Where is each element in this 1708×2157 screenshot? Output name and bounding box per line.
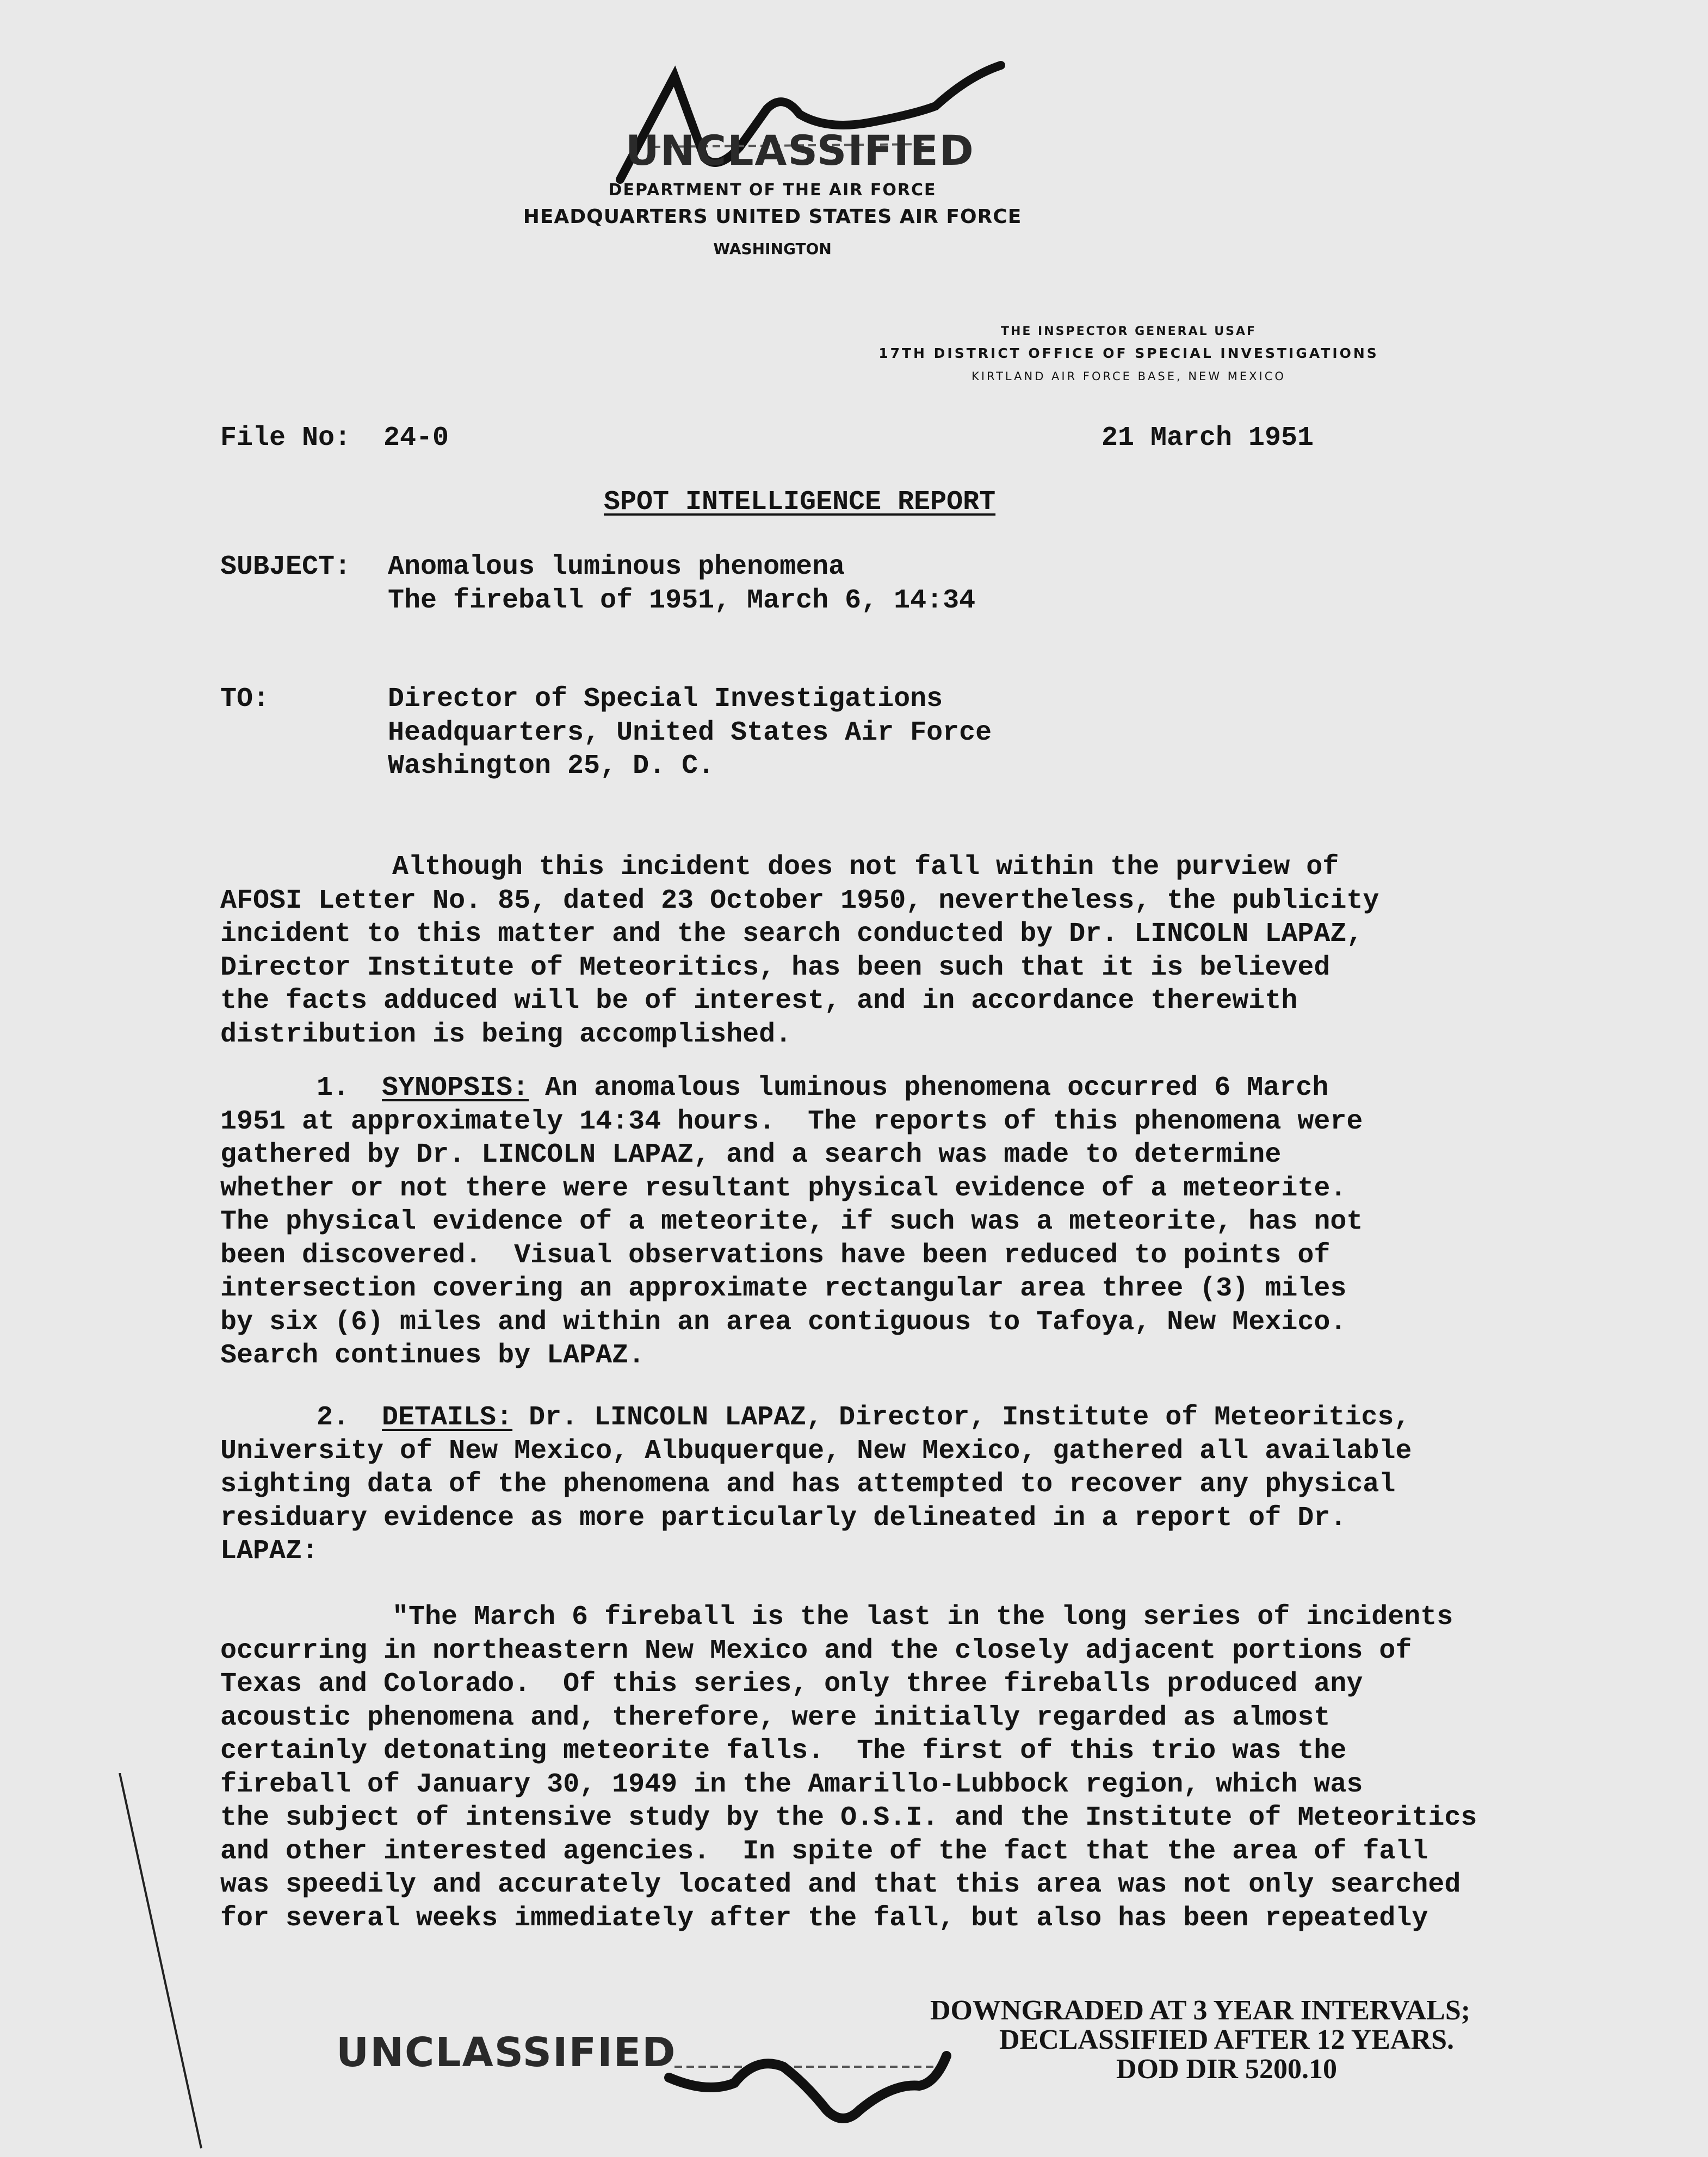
- file-number-label: File No:: [220, 423, 351, 454]
- to-address: [388, 683, 992, 783]
- paragraph-line: incident to this matter and the search conducted by Dr. LINCOLN LAPAZ,: [220, 919, 1363, 950]
- downgrade-line-3: DOD DIR 5200.10: [1116, 2054, 1337, 2085]
- quoted-report: [220, 1601, 1477, 1935]
- synopsis-first-line: An anomalous luminous phenomena occurred 6 March: [529, 1073, 1329, 1104]
- details-paragraph: [220, 1401, 1412, 1569]
- paragraph-line: and other interested agencies. In spite of the fact that the area of fall: [220, 1836, 1428, 1867]
- paragraph-line: residuary evidence as more particularly delineated in a report of Dr.: [220, 1502, 1347, 1534]
- paragraph-line: been discovered. Visual observations have been reduced to points of: [220, 1239, 1330, 1271]
- paragraph-line: occurring in northeastern New Mexico and the closely adjacent portions of: [220, 1635, 1412, 1666]
- synopsis-heading: SYNOPSIS:: [382, 1073, 529, 1104]
- margin-line: [109, 1773, 218, 2154]
- intro-paragraph: [220, 851, 1379, 1051]
- details-heading: DETAILS:: [382, 1402, 513, 1433]
- paragraph-line: AFOSI Letter No. 85, dated 23 October 1950, nevertheless, the publicity: [220, 885, 1379, 916]
- synopsis-number: 1.: [317, 1073, 350, 1104]
- paragraph-line: Director Institute of Meteoritics, has been such that it is believed: [220, 952, 1330, 983]
- address-line: Director of Special Investigations: [388, 684, 943, 715]
- file-number: [220, 422, 449, 455]
- address-line: Washington 25, D. C.: [388, 751, 715, 782]
- details-number: 2.: [317, 1402, 350, 1433]
- paragraph-line: Texas and Colorado. Of this series, only three fireballs produced any: [220, 1669, 1363, 1700]
- paragraph-line: intersection covering an approximate rectangular area three (3) miles: [220, 1273, 1347, 1304]
- paragraph-line: "The March 6 fireball is the last in the long series of incidents: [392, 1602, 1453, 1633]
- classification-stamp-bottom: UNCLASSIFIED: [336, 2029, 677, 2076]
- report-date: 21 March 1951: [1101, 423, 1314, 454]
- synopsis-paragraph: [220, 1071, 1363, 1373]
- subject-line: The fireball of 1951, March 6, 14:34: [388, 585, 976, 616]
- letterhead-hq: HEADQUARTERS UNITED STATES AIR FORCE: [523, 206, 1022, 228]
- paragraph-line: [220, 1071, 1363, 1105]
- subject-label: SUBJECT:: [220, 551, 351, 582]
- paragraph-line: [220, 1401, 1412, 1435]
- paragraph-line: distribution is being accomplished.: [220, 1019, 792, 1050]
- paragraph-line: was speedily and accurately located and that this area was not only searched: [220, 1869, 1461, 1900]
- office-block: [838, 322, 1420, 387]
- downgrade-line-1: DOWNGRADED AT 3 YEAR INTERVALS;: [930, 1995, 1471, 2026]
- downgrade-notice: [925, 1996, 1528, 2084]
- office-line-1: THE INSPECTOR GENERAL USAF: [1000, 325, 1257, 338]
- paragraph-line: for several weeks immediately after the fall, but also has been repeatedly: [220, 1902, 1428, 1934]
- paragraph-line: certainly detonating meteorite falls. The first of this trio was the: [220, 1735, 1347, 1766]
- letterhead-department: DEPARTMENT OF THE AIR FORCE: [608, 181, 937, 200]
- classification-stamp-top: UNCLASSIFIED: [626, 126, 975, 175]
- details-first-line: Dr. LINCOLN LAPAZ, Director, Institute of Meteoritics,: [512, 1402, 1410, 1433]
- paragraph-line: The physical evidence of a meteorite, if such was a meteorite, has not: [220, 1206, 1363, 1237]
- subject-line: Anomalous luminous phenomena: [388, 551, 845, 582]
- office-line-3: KIRTLAND AIR FORCE BASE, NEW MEXICO: [971, 370, 1286, 383]
- paragraph-line: Search continues by LAPAZ.: [220, 1340, 645, 1371]
- letterhead: [473, 179, 1072, 265]
- paragraph-line: fireball of January 30, 1949 in the Amarillo-Lubbock region, which was: [220, 1769, 1363, 1800]
- paragraph-line: sighting data of the phenomena and has attempted to recover any physical: [220, 1469, 1396, 1500]
- office-line-2: 17TH DISTRICT OFFICE OF SPECIAL INVESTIGATIONS: [878, 345, 1379, 361]
- downgrade-line-2: DECLASSIFIED AFTER 12 YEARS.: [999, 2024, 1455, 2055]
- paragraph-line: whether or not there were resultant physical evidence of a meteorite.: [220, 1173, 1347, 1204]
- report-title: SPOT INTELLIGENCE REPORT: [604, 487, 996, 518]
- paragraph-line: 1951 at approximately 14:34 hours. The reports of this phenomena were: [220, 1106, 1363, 1137]
- paragraph-line: Although this incident does not fall within the purview of: [392, 852, 1339, 883]
- paragraph-line: acoustic phenomena and, therefore, were initially regarded as almost: [220, 1702, 1330, 1733]
- paragraph-line: by six (6) miles and within an area contiguous to Tafoya, New Mexico.: [220, 1306, 1347, 1338]
- file-number-value: 24-0: [383, 423, 449, 454]
- paragraph-line: the subject of intensive study by the O.S.I. and the Institute of Meteoritics: [220, 1802, 1477, 1833]
- letterhead-city: WASHINGTON: [713, 240, 832, 258]
- paragraph-line: University of New Mexico, Albuquerque, New Mexico, gathered all available: [220, 1435, 1412, 1467]
- paragraph-line: the facts adduced will be of interest, and in accordance therewith: [220, 985, 1298, 1016]
- to-label: TO:: [220, 684, 270, 715]
- address-line: Headquarters, United States Air Force: [388, 717, 992, 748]
- paragraph-line: gathered by Dr. LINCOLN LAPAZ, and a search was made to determine: [220, 1139, 1282, 1170]
- paragraph-line: LAPAZ:: [220, 1536, 319, 1567]
- subject-value: [388, 550, 975, 617]
